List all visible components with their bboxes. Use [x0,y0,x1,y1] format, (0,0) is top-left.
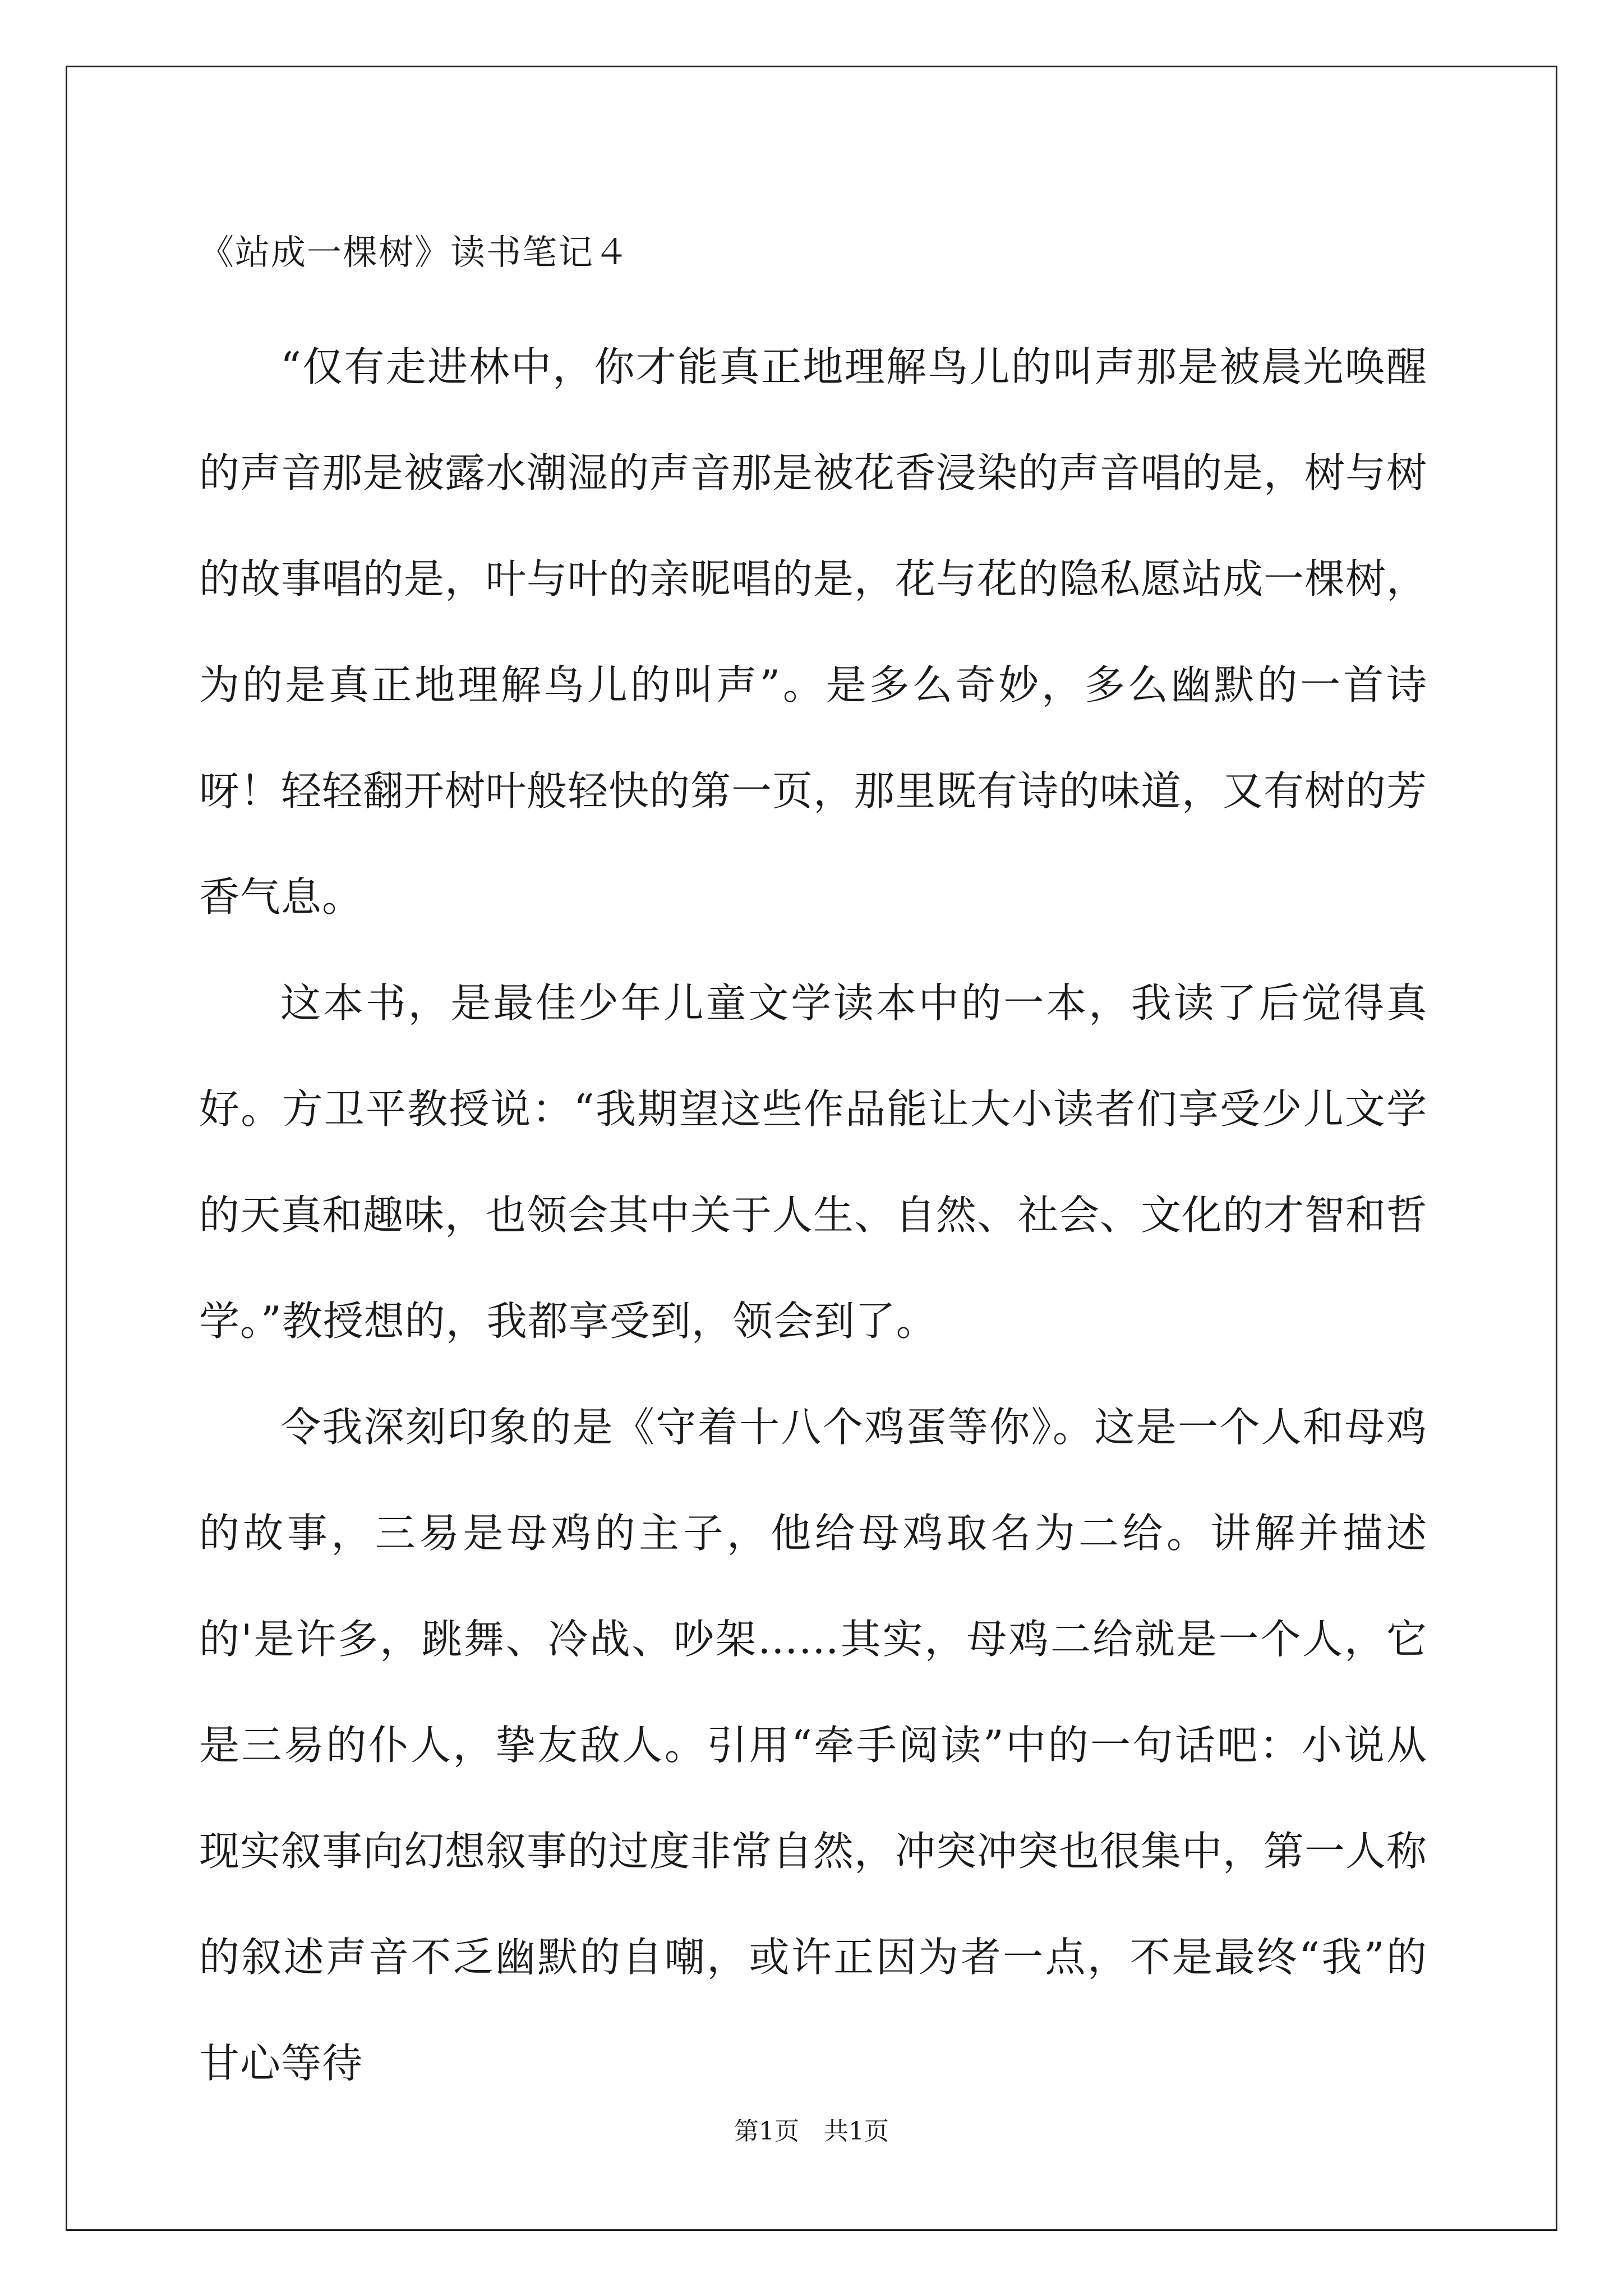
paragraph-2: 这本书，是最佳少年儿童文学读本中的一本，我读了后觉得真好。方卫平教授说：“我期望这些作品能让大小读者们享受少儿文学的天真和趣味，也领会其中关于人生、自然、社会、文化的才智和哲学。”教授想的，我都享受到，领会到了。 [199,979,1428,1345]
paragraph-1: “仅有走进林中，你才能真正地理解鸟儿的叫声那是被晨光唤醒的声音那是被露水潮湿的声音那是被花香浸染的声音唱的是，树与树的故事唱的是，叶与叶的亲昵唱的是，花与花的隐私愿站成一棵树，为的是真正地理解鸟儿的叫声”。是多么奇妙，多么幽默的一首诗呀！轻轻翻开树叶般轻快的第一页，那里既有诗的味道，又有树的芳香气息。 [199,343,1428,921]
document-body [199,314,1427,2116]
page-number-footer: 第1页 共1页 [734,2117,889,2146]
document-title: 《站成一棵树》读书笔记４ [199,232,630,273]
paragraph-3: 令我深刻印象的是《守着十八个鸡蛋等你》。这是一个人和母鸡的故事，三易是母鸡的主子，他给母鸡取名为二给。讲解并描述的'是许多，跳舞、冷战、吵架……其实，母鸡二给就是一个人，它是三易的仆人，挚友敌人。引用“牵手阅读”中的一句话吧：小说从现实叙事向幻想叙事的过度非常自然，冲突冲突也很集中，第一人称的叙述声音不乏幽默的自嘲，或许正因为者一点，不是最终“我”的甘心等待 [199,1404,1428,2087]
